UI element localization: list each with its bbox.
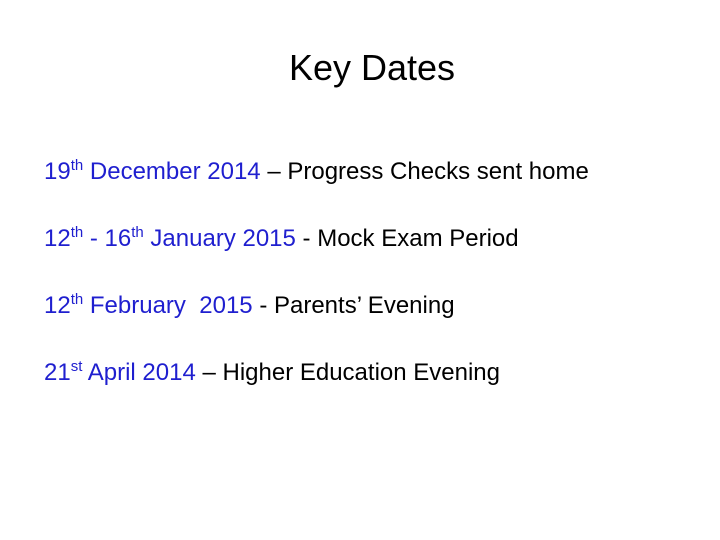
date-text <box>44 292 253 319</box>
key-date-item <box>44 219 704 259</box>
event-text: Higher Education Evening <box>222 359 500 386</box>
event-text: Mock Exam Period <box>317 225 519 252</box>
date-text <box>44 158 261 185</box>
key-date-item <box>44 353 704 393</box>
separator: - <box>295 225 318 252</box>
key-date-item <box>44 286 704 326</box>
date-number: February 2015 <box>83 292 253 319</box>
date-text <box>44 359 196 386</box>
date-number: January 2015 <box>143 225 296 252</box>
date-number: 12 <box>44 225 71 252</box>
event-text: Parents’ Evening <box>273 292 455 319</box>
date-number: December 2014 <box>83 158 261 185</box>
event-text: Progress Checks sent home <box>287 158 589 185</box>
date-ordinal: th <box>70 224 84 241</box>
key-date-item <box>44 152 704 192</box>
date-number: 12 <box>44 292 71 319</box>
separator: – <box>260 158 288 185</box>
date-text <box>44 225 296 252</box>
date-ordinal: th <box>70 157 84 174</box>
date-ordinal: th <box>131 224 144 241</box>
date-number: 21 <box>44 359 71 386</box>
date-ordinal: st <box>70 358 83 375</box>
date-number: April 2014 <box>82 359 196 386</box>
key-dates-list <box>44 152 704 420</box>
date-ordinal: th <box>70 291 84 308</box>
date-number: 19 <box>44 158 71 185</box>
slide-title: Key Dates <box>288 47 456 88</box>
date-number: - 16 <box>83 225 132 252</box>
separator: – <box>195 359 223 386</box>
separator: - <box>252 292 274 319</box>
